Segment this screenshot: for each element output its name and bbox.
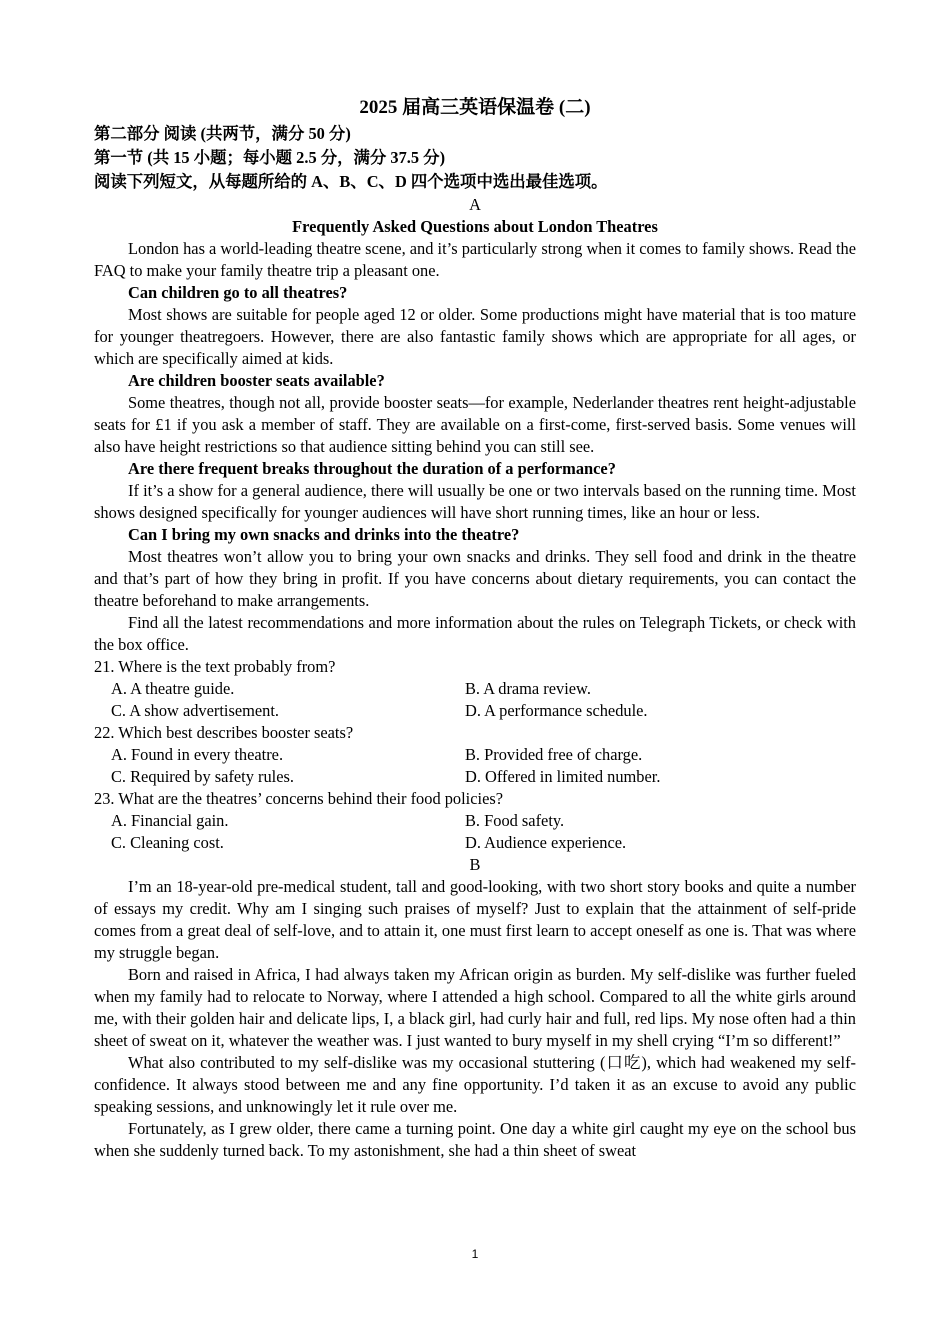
- passage-a-closing: Find all the latest recommendations and more information about the rules on Telegraph Tickets, or check with the box office.: [94, 613, 856, 654]
- faq-question: Can children go to all theatres?: [128, 283, 348, 302]
- faq-question: Are there frequent breaks throughout the duration of a performance?: [128, 459, 616, 478]
- question-22-options: [94, 744, 856, 788]
- passage-a-heading: Frequently Asked Questions about London Theatres: [292, 217, 658, 236]
- passage-b-paragraph: What also contributed to my self-dislike was my occasional stuttering (口吃), which had weakened my self-confidence. It always stood between me and any fine opportunity. I’d taken it as an excuse to avoid any public speaking sessions, and unknowingly let it rule over me.: [94, 1053, 856, 1116]
- page-number: 1: [471, 1247, 479, 1261]
- question-23-options: [94, 810, 856, 854]
- option-b: B. Food safety.: [465, 811, 565, 830]
- option-d: D. Audience experience.: [465, 833, 627, 852]
- option-b: B. A drama review.: [465, 679, 591, 698]
- option-c: C. A show advertisement.: [111, 701, 279, 720]
- faq-answer: Most theatres won’t allow you to bring your own snacks and drinks. They sell food and drink in the theatre and that’s part of how they bring in profit. If you have concerns about dietary requirements, you can contact the theatre beforehand to make arrangements.: [94, 547, 856, 610]
- faq-answer: Some theatres, though not all, provide booster seats—for example, Nederlander theatres rent height-adjustable seats for £1 if you ask a member of staff. They are available on a first-come, first-served basis. Some venues will also have height restrictions so that audience sitting behind you can still see.: [94, 393, 856, 456]
- passage-b-paragraph: I’m an 18-year-old pre-medical student, tall and good-looking, with two short story books and quite a number of essays my credit. Why am I singing such praises of myself? Just to explain that the attainment of self-pride comes from a great deal of self-love, and to attain it, one must first learn to accept oneself as one is. That was where my struggle began.: [94, 877, 856, 962]
- passage-a-letter: A: [469, 195, 481, 214]
- option-a: A. Financial gain.: [111, 811, 229, 830]
- faq-question: Are children booster seats available?: [128, 371, 385, 390]
- option-d: D. A performance schedule.: [465, 701, 648, 720]
- passage-b-paragraph: Born and raised in Africa, I had always taken my African origin as burden. My self-dislike was further fueled when my family had to relocate to Norway, where I attended a high school. Compared to all the white girls around me, with their golden hair and delicate lips, I, a black girl, had curly hair and full, red lips. My nose often had a thin sheet of sweat on it, whatever the weather was. I just wanted to bury myself in my shell crying “I’m so different!”: [94, 965, 856, 1050]
- part-header: 第二部分 阅读 (共两节，满分 50 分): [94, 124, 351, 143]
- option-d: D. Offered in limited number.: [465, 767, 661, 786]
- passage-b-letter: B: [469, 855, 481, 874]
- faq-question: Can I bring my own snacks and drinks into the theatre?: [128, 525, 520, 544]
- exam-title: 2025 届高三英语保温卷 (二): [359, 97, 591, 118]
- question-21-options: [94, 678, 856, 722]
- question-23: 23. What are the theatres’ concerns behind their food policies?: [94, 789, 503, 808]
- option-b: B. Provided free of charge.: [465, 745, 643, 764]
- instructions: 阅读下列短文，从每题所给的 A、B、C、D 四个选项中选出最佳选项。: [94, 172, 608, 191]
- passage-a-intro: London has a world-leading theatre scene, and it’s particularly strong when it comes to family shows. Read the FAQ to make your family theatre trip a pleasant one.: [94, 239, 856, 280]
- option-c: C. Cleaning cost.: [111, 833, 224, 852]
- document-page: [94, 94, 856, 1162]
- faq-answer: If it’s a show for a general audience, there will usually be one or two intervals based on the running time. Most shows designed specifically for younger audiences will have short running times, like an hour or less.: [94, 481, 856, 522]
- passage-b-paragraph: Fortunately, as I grew older, there came a turning point. One day a white girl caught my eye on the school bus when she suddenly turned back. To my astonishment, she had a thin sheet of sweat: [94, 1119, 856, 1160]
- option-a: A. Found in every theatre.: [111, 745, 284, 764]
- option-c: C. Required by safety rules.: [111, 767, 294, 786]
- question-21: 21. Where is the text probably from?: [94, 657, 336, 676]
- faq-answer: Most shows are suitable for people aged 12 or older. Some productions might have material that is too mature for younger theatregoers. However, there are also fantastic family shows which are appropriate for all ages, or which are specifically aimed at kids.: [94, 305, 856, 368]
- question-22: 22. Which best describes booster seats?: [94, 723, 354, 742]
- option-a: A. A theatre guide.: [111, 679, 235, 698]
- section-header: 第一节 (共 15 小题；每小题 2.5 分，满分 37.5 分): [94, 148, 446, 167]
